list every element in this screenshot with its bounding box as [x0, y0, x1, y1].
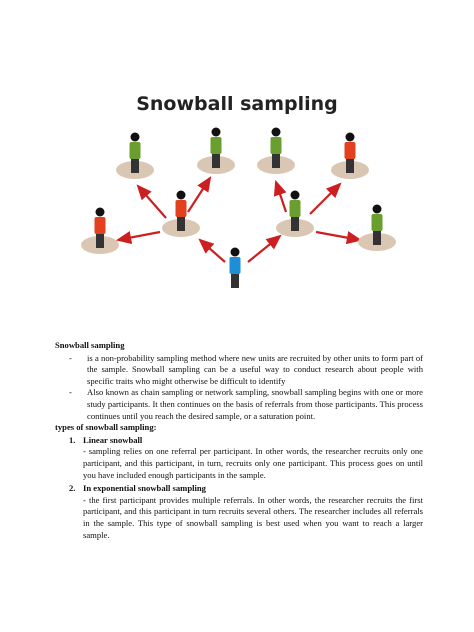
type-name: In exponential snowball sampling	[83, 483, 206, 494]
referral-arrow	[200, 240, 225, 262]
referral-arrow	[188, 178, 210, 212]
bullet-marker: -	[69, 352, 72, 363]
participant-head	[231, 248, 240, 257]
referral-arrow	[316, 232, 360, 240]
participant-legs	[373, 230, 381, 245]
participant-head	[346, 133, 355, 142]
participant-head	[212, 128, 221, 137]
type-title	[55, 483, 423, 495]
referral-arrow	[138, 186, 166, 218]
participant-shirt	[176, 200, 187, 217]
document-body	[55, 340, 423, 543]
referral-arrow	[248, 236, 280, 262]
referral-arrows	[118, 178, 360, 262]
participant-figure	[358, 205, 396, 252]
referral-arrow	[118, 232, 160, 240]
referral-arrow	[276, 182, 286, 212]
participant-figure	[81, 208, 119, 255]
participant-shirt	[95, 217, 106, 234]
participant-head	[131, 133, 140, 142]
types-heading: types of snowball sampling:	[55, 422, 157, 433]
participant-legs	[131, 158, 139, 173]
participant-figure	[331, 133, 369, 180]
participant-legs	[212, 153, 220, 168]
section-heading: Snowball sampling	[55, 340, 125, 350]
participant-shirt	[290, 200, 301, 217]
participant-shirt	[271, 137, 282, 154]
participant-figure	[116, 133, 154, 180]
bullet-item	[55, 387, 423, 422]
participant-head	[96, 208, 105, 217]
participant-head	[177, 191, 186, 200]
participant-figure	[230, 248, 241, 289]
type-number: 1.	[69, 434, 76, 445]
participant-legs	[291, 216, 299, 231]
participant-legs	[231, 273, 239, 288]
figure-title: Snowball sampling	[136, 93, 338, 115]
participants	[81, 128, 396, 289]
bullet-text: Also known as chain sampling or network sampling, snowball sampling begins with one or more study participants. It then continues on the basis of referrals from those participants. This process continues until you reach the desired sample, or a saturation point.	[87, 387, 423, 421]
participant-legs	[177, 216, 185, 231]
participant-legs	[272, 153, 280, 168]
participant-figure	[257, 128, 295, 175]
bullet-item	[55, 353, 423, 388]
bullet-marker: -	[69, 387, 72, 398]
participant-shirt	[372, 214, 383, 231]
type-title	[55, 435, 423, 447]
participant-head	[373, 205, 382, 214]
type-description: - sampling relies on one referral per participant. In other words, the researcher recruits only one participant, and this participant, in turn, recruits only one participant. This process goes on until you have included enough participants in the sample.	[83, 446, 423, 480]
participant-head	[291, 191, 300, 200]
participant-figure	[162, 191, 200, 238]
participant-shirt	[211, 137, 222, 154]
participant-figure	[197, 128, 235, 175]
participant-legs	[346, 158, 354, 173]
participant-shirt	[230, 257, 241, 274]
participant-shirt	[130, 142, 141, 159]
participant-legs	[96, 233, 104, 248]
referral-arrow	[310, 184, 340, 214]
participant-head	[272, 128, 281, 137]
type-description: - the first participant provides multiple referrals. In other words, the researcher recruits the first participant, and this participant in turn recruits several others. The researcher includes all referrals in the sample. This type of snowball sampling is best used when you want to reach a larger sample.	[83, 494, 423, 540]
participant-shirt	[345, 142, 356, 159]
type-name: Linear snowball	[83, 434, 143, 445]
type-number: 2.	[69, 483, 76, 494]
bullet-text: is a non-probability sampling method where new units are recruited by other units to form part of the sample. Snowball sampling can be a useful way to conduct research about people with specific traits who might otherwise be difficult to identify	[87, 352, 423, 386]
